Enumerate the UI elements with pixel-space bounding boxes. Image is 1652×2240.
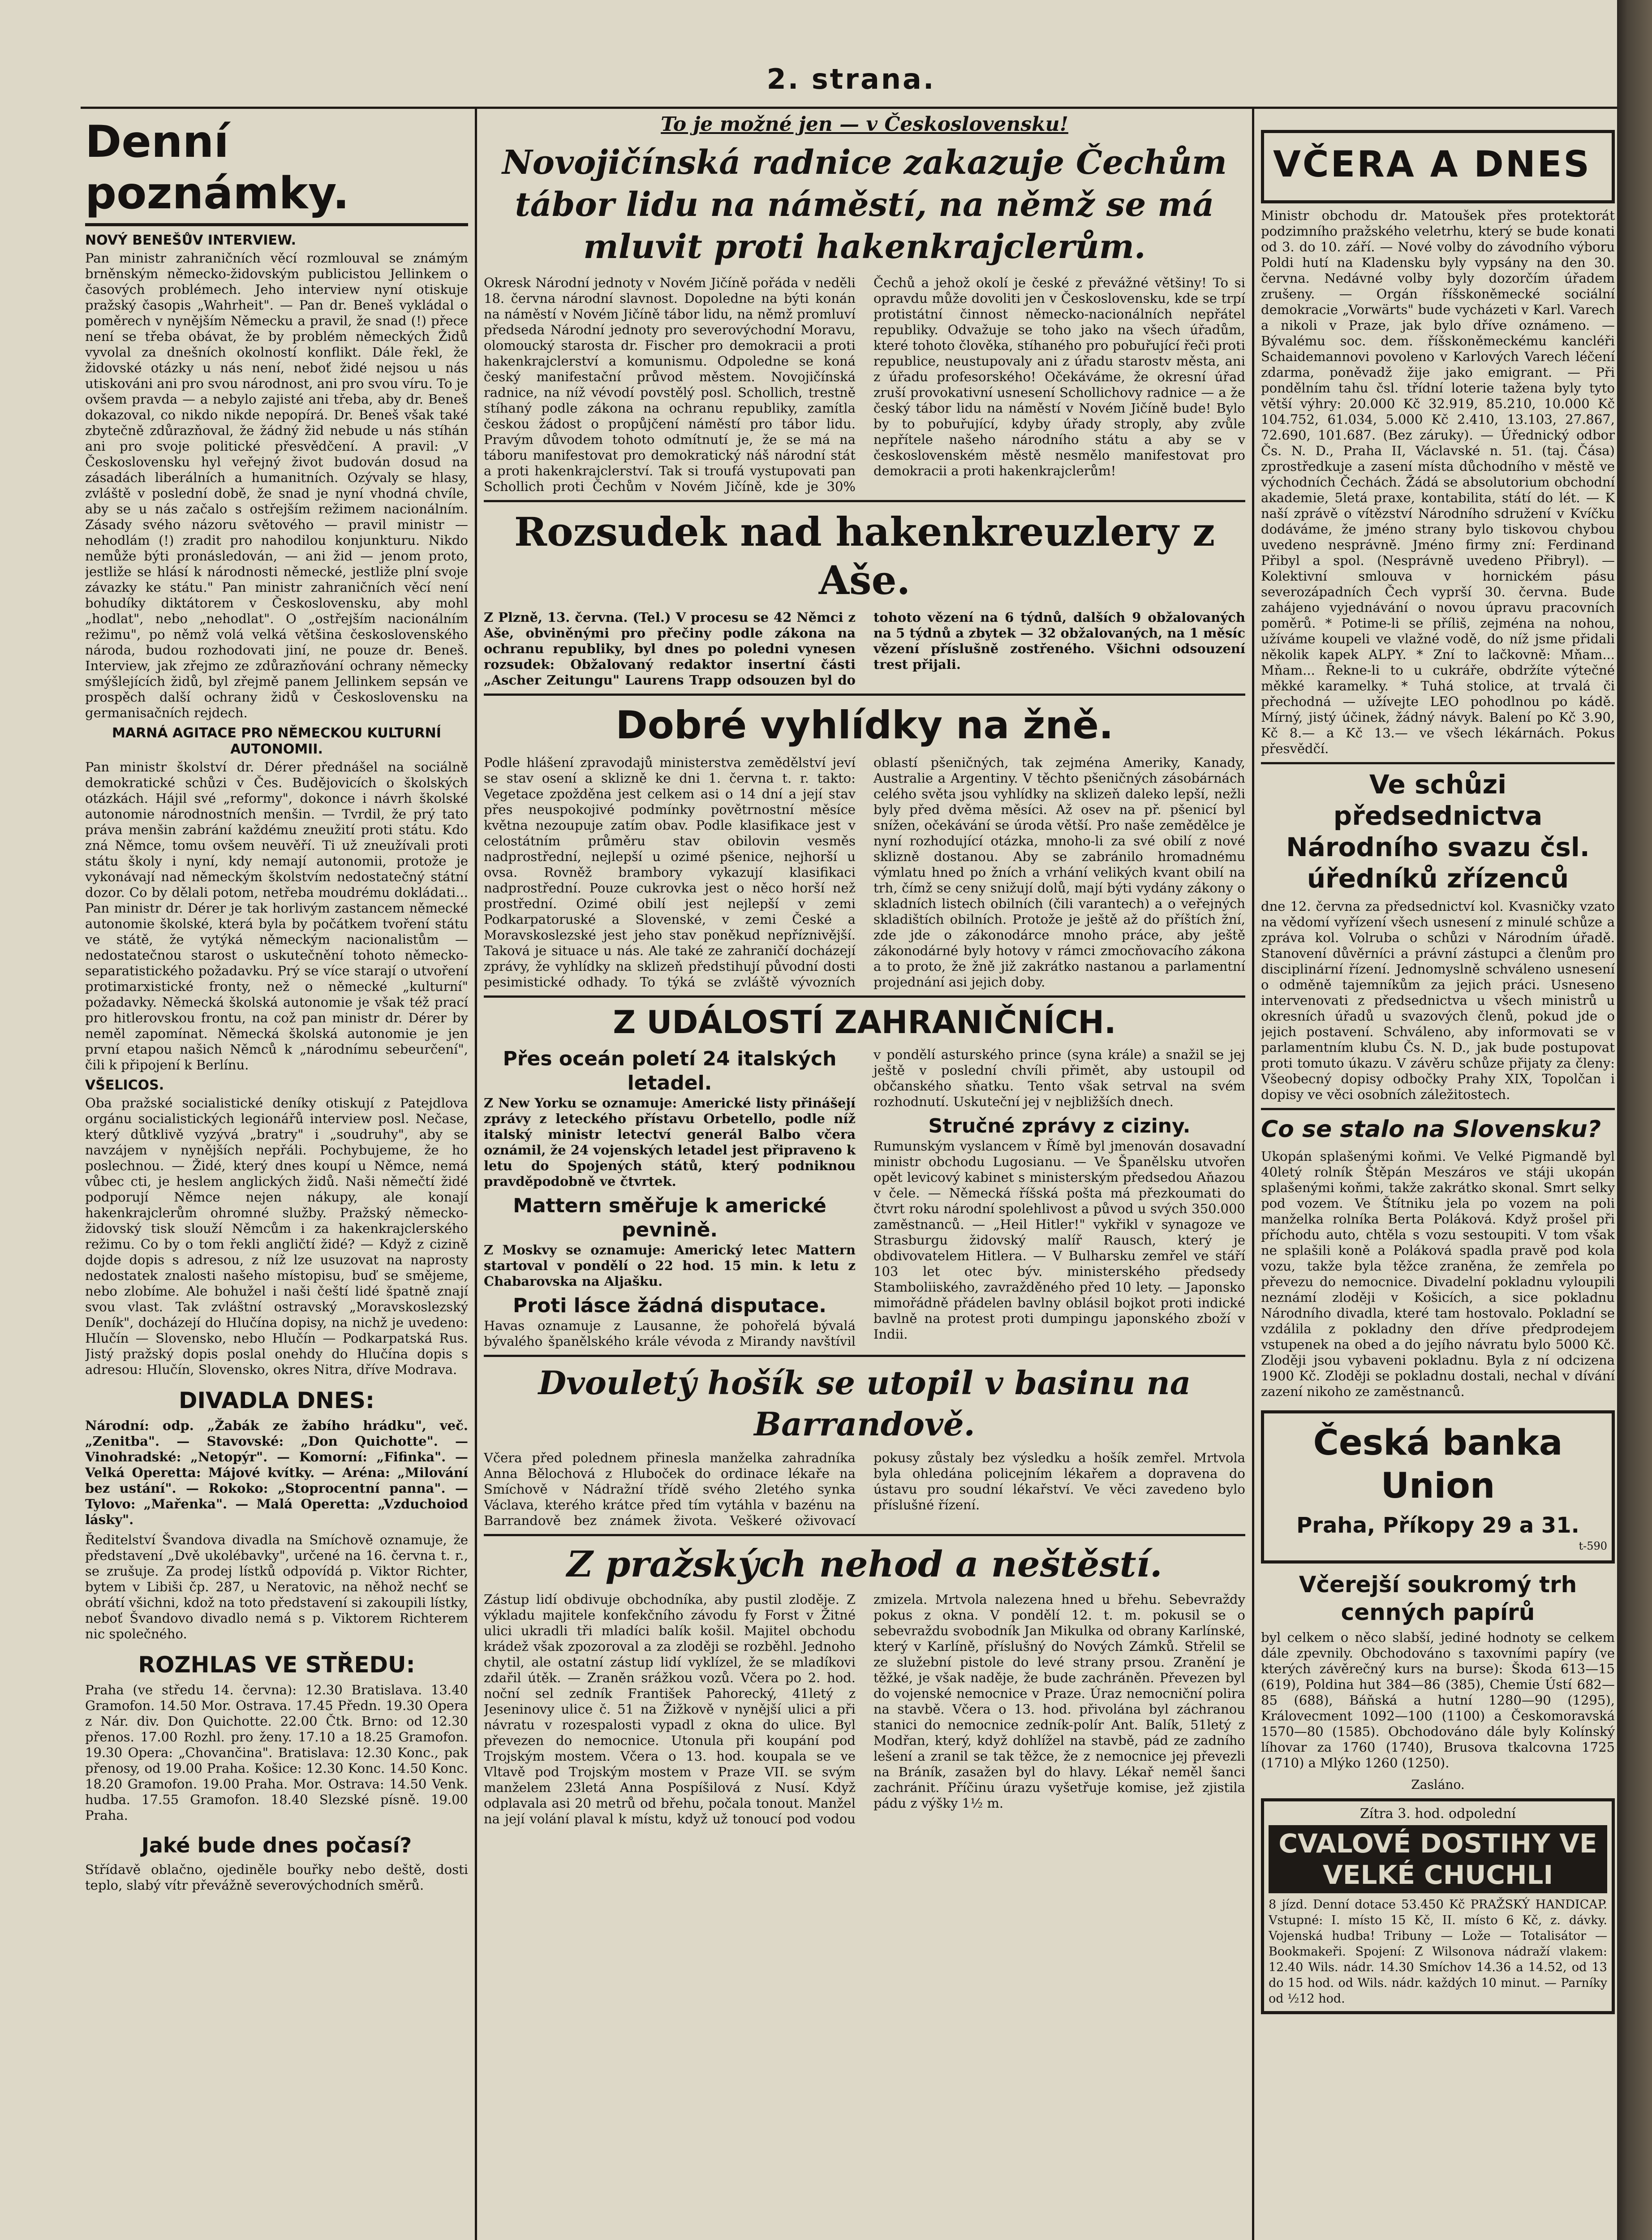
- headline-main: Novojičínská radnice zakazuje Čechům tábor lidu na náměstí, na němž se má mluvit proti hakenkrajclerům.: [502, 143, 1227, 266]
- subheadline: Mattern směřuje k americké pevnině.: [513, 1194, 826, 1241]
- headline-slovensko: Co se stalo na Slovensku?: [1261, 1116, 1601, 1143]
- subheadline: Stručné zprávy z ciziny.: [928, 1115, 1191, 1137]
- slovensko-text: Ukopán splašenými koňmi. Ve Velké Pigmandě byl 40letý rolník Štěpán Meszáros ve stáji ukopán splašenými koňmi, takže zakrátko skonal. Smrt selky pod vozem. Ve Štítniku jela po vozem na poli manželka rolníka Berta Poláková. Když prošel při příchodu auto, chtěla s vozu sestoupiti. V tom však ne splašili koně a Poláková spadla pravě pod kola vozu, takže byla těžce zraněna, že zemřela po převezu do nemocnice. Divadelní pokladnu vyloupili neznámí zloději v Košicích, a sice pokladnu Národního divadla, které tam hostovalo. Pokladní se vzdálila z pokladny den dříve předprodejem vstupenek na obed a do jejího návratu bylo 5000 Kč. Zloději jsou vybaveni pokladnu. Byla z ní odcizena 1900 Kč. Zloději se pokladnu dostali, nechal v dívání zazení nikoho ze zaměstnanců.: [1261, 1149, 1615, 1399]
- headline-zne: Dobré vyhlídky na žně.: [615, 703, 1114, 748]
- headline-schuze: Ve schůzi předsednictva Národního svazu čsl. úředníků zřízenců: [1286, 769, 1590, 894]
- headline-zahranicni: Z UDÁLOSTÍ ZAHRANIČNÍCH.: [613, 1004, 1116, 1041]
- vcera-a-dnes-title: VČERA A DNES: [1273, 143, 1592, 185]
- middle-column: [484, 112, 1245, 2240]
- article-text: Havas oznamuje z Lausanne, že pohořelá bývalá bývalého španělského krále vévoda z Mirandy navštívil v pondělí asturského prince (syna krále) a snažil se jej ještě v poslední chvíli přimět, aby ustoupil od občanského sňatku. Tento však setrval na svém rozhodnutí. Uskuteční jej v nejbližších dnech.: [484, 1047, 1245, 1349]
- vcera-text: Ministr obchodu dr. Matoušek přes protektorát podzimního pražského veletrhu, který se bude konati od 3. do 10. září. — Nové volby do závodního výboru Poldi hutí na Kladensku byly vypsány na den 30. června. Nedávné volby byly dozorčím úřadem zrušeny. — Orgán říšskoněmecké sociální demokracie „Vorwärts" bude vycházeti v Karl. Varech a nikoli v Praze, jak bylo dříve oznámeno. — Bývalému soc. dem. říšskoněmeckému kancléři Schaidemannovi povoleno v Karlových Varech léčení zdarma, poněvadž žije jako emigrant. — Při pondělním tahu čsl. třídní loterie tažena byly tyto větší výhry: 20.000 Kč 32.919, 85.210, 10.000 Kč 104.752, 61.034, 5.000 Kč 2.410, 13.103, 27.867, 72.690, 101.687. (Bez záruky). — Úřednický odbor Čs. N. D., Praha II, Václavské n. 51. (taj. Čása) zprostředkuje a zasení místa důchodního v městě ve východních Čechách. Žádá se absolutorium obchodní akademie, 5letá praxe, kontabilita, státí do lét. — K naší zprávě o vítězství Národního sdružení v Kvíčku dodáváme, že jméno strany bylo tiskovou chybou uvedeno nesprávně. Jméno firmy zní: Ferdinand Přibyl a spol. (Nesprávně uvedeno Přibryl). — Kolektivní smlouva v hornickém pásu severozápadních Čech vyprší 30. června. Bude zahájeno vyjednávání o novou úpravu pracovních poměrů. * Potime-li se příliš, zejména na nohou, užíváme koupeli ve vlažné vodě, do níž jsme přidali několik kapek ALPY. * Zní to lačkovně: Mňam... Mňam... Řekne-li to u cukráře, obdržíte výtečné měkké karamelky. * Tuhá stolice, at trvalá či přechodná — užívejte LEO pohodlnou po kádě. Mírný, jistý účinek, žádný návyk. Balení po Kč 3.90, Kč 8.— a Kč 13.— ve všech lékárnách. Pokus přesvědčí.: [1261, 208, 1615, 756]
- section-heading: NOVÝ BENEŠŮV INTERVIEW.: [85, 233, 297, 248]
- kicker: To je možné jen — v Československu!: [661, 113, 1068, 136]
- pocasi-text: Střídavě oblačno, ojediněle bouřky nebo deště, dosti teplo, slabý vítr převážně severovýchodních směrů.: [85, 1862, 468, 1893]
- rozhlas-heading: ROZHLAS VE STŘEDU:: [138, 1652, 415, 1678]
- article-text: Z Moskvy se oznamuje: Americký letec Mattern startoval v pondělí o 22 hod. 15 min. k letu z Chabarovska na Aljašku.: [484, 1242, 856, 1289]
- headline-nehody: Z pražských nehod a neštěstí.: [567, 1543, 1162, 1585]
- subheadline: Přes oceán poletí 24 italských letadel.: [503, 1047, 837, 1094]
- article-text: Rumunským vyslancem v Římě byl jmenován dosavadní ministr obchodu Lugosianu. — Ve Španělsku utvořen opět levicový kabinet s ministerským předsedou Aňazou v čele. — Německá říšská pošta má přezkoumati do čtvrt roku národní spolehlivost a původ u svých 350.000 zaměstnanců. — „Heil Hitler!" vykřikl v synagoze ve Strasburgu židovský malíř Rausch, který je obdivovatelem Hitlera. — V Bulharsku zemřel ve stáří 103 let otec býv. ministerského předsedy Stamboliiského, zavražděného před 10 lety. — Japonsko mimořádně přádelen bavlny oblásil bojkot proti indické bavlně na protest proti dumpingu japonského zboží v Indii.: [873, 1138, 1245, 1342]
- race-ad: [1261, 1798, 1615, 2014]
- divadla-note: Ředitelství Švandova divadla na Smíchově oznamuje, že představení „Dvě ukolébavky", určené na 16. června t. r., se zrušuje. Za prodej lístků odpovídá p. Viktor Richter, bytem v Libiši čp. 287, u Neratovic, na něhož nechť se obrátí všichni, kdož na toto představení si zakoupili lístky, neboť Švandovo divadlo nemá s p. Viktorem Richterem nic společného.: [85, 1532, 468, 1641]
- pocasi-heading: Jaké bude dnes počasí?: [141, 1833, 412, 1857]
- schuze-text: dne 12. června za předsednictví kol. Kvasničky vzato na vědomí vyřízení všech usnesení z minulé schůze a zpráva kol. Volruba o schůzi v Národním úřadě. Stanovení důvěrníci a právní zástupci a členům pro disciplinární řízení. Jednomyslně schváleno usnesení o odměně tajemníkům za jejich práci. Usneseno intervenovati z předsednictva u všech ministrů u okresních úřadů u svazových členů, pokud jde o jejich postavení. Schváleno, aby informovati se v parlamentním klubu Čs. N. D., jak bude postupovat proti tomuto úkazu. V závěru schůze přijaty za členy: Všeobecný dopisy odbočky Prahy XIX, Topolčan i dopisy ve věci osobních záležitostech.: [1261, 899, 1615, 1102]
- divadla-text: Národní: odp. „Žabák ze žabího hrádku", več. „Zenitba". — Stavovské: „Don Quichotte". — Vinohradské: „Netopýr". — Komorní: „Fifinka". — Velká Operetta: Májové kvítky. — Aréna: „Milování bez ustání". — Rokoko: „Stoprocentní panna". — Tylovo: „Mařenka". — Malá Operetta: „Vzduchoiod lásky".: [85, 1418, 468, 1527]
- article-text: Zástup lidí obdivuje obchodníka, aby pustil zloděje. Z výkladu majitele konfekčního závodu fy Forst v Žitné ulici ukradli tři mladíci balík košil. Majitel obchodu krádež však zpozoroval a za zloději se rozběhl. Jednoho chytil, ale ostatní zástup lidí vyklízel, že se mladíkovi zdařil útěk. — Zraněn srážkou vozů. Včera po 2. hod. noční sel zedník František Pahorecký, 41letý z Jeseninovy ulice č. 51 na Žižkově v nynější ulici a při návratu v rozespalosti vypadl z okna do ulice. Byl převezen do nemocnice. Utonula při koupání pod Trojským mostem. Včera o 13. hod. koupala se ve Vltavě pod Trojským mostem v Praze VII. se svým manželem 23letá Anna Pospíšilová z Nusí. Když odplavala asi 20 metrů od břehu, počala tonout. Manžel na její volání plaval k místu, když už tonoucí pod vodou zmizela. Mrtvola nalezena hned u břehu. Sebevraždy pokus z okna. V pondělí 12. t. m. pokusil se o sebevraždu svobodník Jan Mikulka od obrany Karlínské, který v Karlíně, příslušný do Nových Zámků. Střelil se ze služební pistole do levé strany prsou. Zranění je těžké, je však naděje, že bude zachráněn. Převezen byl do vojenské nemocnice v Praze. Úraz nemocniční polira na stavbě. Včera o 13. hod. přivolána byl záchranou stanici do nemocnice zedník-polír Ant. Balík, 51letý z Modřan, který, když dohlížel na stavbě, pád ze zadního lešení a zranil se tak těžce, že z nemocnice jej převezli na Bráník, zasažen byl do hlavy. Lékař neměl šanci zachránit. Příčinu úrazu vyšetřuje komise, jež zjistila pádu z výšky 1½ m.: [484, 1592, 1245, 1826]
- denni-poznamky-title: Denní poznámky.: [85, 116, 468, 226]
- article-text: Z New Yorku se oznamuje: Americké listy přinášejí zprávy z leteckého přístavu Orbetello, podle níž italský ministr letectví generál Balbo včera oznámil, že 24 vojenských letadel jest připraveno k letu do Spojených států, který podniknou pravděpodobně ve čtvrtek.: [484, 1095, 856, 1189]
- article-text: Včera před polednem přinesla manželka zahradníka Anna Bělochová z Hluboček do ordinace lékaře na Smíchově v Nádražní třídě svého 2letého synka Václava, kterého krátce před tím vytáhla v bazénu na Barrandově bez známek života. Veškeré oživovací pokusy zůstaly bez výsledku a hošík zemřel. Mrtvola byla ohledána policejním lékařem a dopravena do ústavu pro soudní lékařství. Ve věci zavedeno bylo příslušné řízení.: [484, 1450, 1245, 1528]
- race-title: CVALOVÉ DOSTIHY VE VELKÉ CHUCHLI: [1269, 1825, 1607, 1893]
- section-heading: VŠELICOS.: [85, 1077, 164, 1093]
- top-rule: [81, 107, 1617, 109]
- section-text: Oba pražské socialistické deníky otiskují z Patejdlova orgánu socialistických legionářů interview posl. Nečase, který důtklivě vyzývá „bratry" i „soudruhy", aby se navzájem v nynějších nepřáli. Pochybujeme, že ho poslechnou. — Židé, který dnes koupí u Němce, nemá vůbec cti, je heslem anglických židů. Naši němečtí židé podporují Němce nejen nákupy, ale konají hakenkrajclerům ohromné služby. Pražský německo-židovský tisk slouží Němcům i za hakenkrajclerského režimu. Co by o tom řekli angličtí židé? — Když z cizině dojde dopis s adresou, z níž lze usuzovat na naprosty nedostatek znalosti našeho místopisu, buď se smějeme, nebo zlobíme. Ale bohužel i naši čeští lidé špatně znají svou vlast. Tak zvláštní ostravský „Moravskoslezský Deník", docházejí do Hlučína dopisy, na nichž je uvedeno: Hlučín — Slovensko, nebo Hlučín — Podkarpatská Rus. Jistý pražský dopis poslal onehdy do Hlučína dopis s adresou: Hlučín, Slovensko, okres Nitra, dříve Modrava.: [85, 1095, 468, 1377]
- headline-trh: Včerejší soukromý trh cenných papírů: [1299, 1572, 1577, 1625]
- bank-ad: [1261, 1410, 1615, 1564]
- headline-hosik: Dvouletý hošík se utopil v basinu na Barrandově.: [538, 1364, 1191, 1443]
- race-text: 8 jízd. Denní dotace 53.450 Kč PRAŽSKÝ HANDICAP. Vstupné: I. místo 15 Kč, II. místo 6 Kč, z. dávky. Vojenská hudba! Tribuny — Lože — Totalisátor — Bookmakeři. Spojení: Z Wilsonova nádraží vlakem: 12.40 Wils. nádr. 14.30 Smíchov 14.36 a 14.52, od 13 do 15 hod. od Wils. nádr. každých 10 minut. — Parníky od ½12 hod.: [1269, 1898, 1607, 2006]
- divadla-heading: DIVADLA DNES:: [178, 1387, 375, 1413]
- bank-code: t-590: [1579, 1540, 1607, 1552]
- section-heading: MARNÁ AGITACE PRO NĚMECKOU KULTURNÍ AUTONOMII.: [112, 725, 441, 757]
- vcera-a-dnes-box: [1261, 130, 1615, 203]
- rozhlas-text: Praha (ve středu 14. června): 12.30 Bratislava. 13.40 Gramofon. 14.50 Mor. Ostrava. 17.45 Předn. 19.30 Opera z Nár. div. Don Quichotte. 22.00 Čtk. Brno: od 12.30 přenos. 17.00 Rozhl. pro ženy. 17.10 a 18.25 Gramofon. 19.30 Opera: „Chovančina". Bratislava: 12.30 Konc., pak přenosy, od 19.00 Praha. Košice: 12.30 Konc. 14.50 Konc. 18.20 Gramofon. 19.00 Praha. Mor. Ostrava: 14.50 Venk. hudba. 17.55 Gramofon. 18.40 Slezské písně. 19.00 Praha.: [85, 1682, 468, 1823]
- column-divider-left: [475, 107, 477, 2240]
- right-column: [1261, 112, 1615, 2240]
- bank-name: Česká banka Union: [1313, 1423, 1563, 1506]
- subheadline: Proti lásce žádná disputace.: [513, 1294, 826, 1317]
- column-divider-right: [1252, 107, 1254, 2240]
- page-number: 2. strana.: [766, 63, 936, 95]
- article-text: Okresk Národní jednoty v Novém Jičíně pořáda v neděli 18. června národní slavnost. Dopoledne na býti konán na náměstí v Novém Jičíně tábor lidu, na němž promluví předseda Národní jednoty pro severovýchodní Moravu, olomoucký starosta dr. Fischer pro demokracii a proti hakenkrajclerství a komunismu. Odpoledne se koná český manifestační průvod městem. Novojičínská radnice, na níž vévodí povstělý posl. Schollich, trestně stíhaný podle zákona na ochranu republiky, zamítla českou žádost o propůjčení náměstí pro tábor lidu. Pravým důvodem tohoto odmítnutí je, že se má na táboru manifestovat pro demokratický náš národní stát a proti hakenkrajclerství. Tak si troufá vystupovati pan Schollich proti Čechům v Novém Jičíně, kde je 30% Čechů a jehož okolí je české z převážné většiny! To si opravdu může dovoliti jen v Československu, kde se trpí protistátní činnost německo-nacionálních nepřátel republiky. Odvažuje se toho jako na všech úřadům, které tohoto člověka, stíhaného pro pobuřující řeči proti republice, neustupovaly ani z úřadu starostv města, ani z úřadu profesorského! Očekáváme, že okresní úřad zruší provokativní usnesení Schollichovy radnice — a že český tábor lidu na náměstí v Novém Jičíně bude! Bylo by to pobuřující, kdyby úřady stroply, aby zvůle nepřítele našeho národního státu a aby se v československém městě nesmělo manifestovat pro demokracii a proti hakenkrajclerům!: [484, 275, 1245, 494]
- section-text: Pan ministr zahraničních věcí rozmlouval se známým brněnským německo-židovským publicistou Jellinkem o časových problémech. Jeho interview nyní otiskuje pražský časopis „Wahrheit". — Pan dr. Beneš vykládal o poměrech v nynějším Německu a pravil, že snad (!) přece není se třeba obávat, že by problém německých Židů vyvolal za dnešních okolností konflikt. Dále řekl, že židovské otázky u nás není, neboť židé nejsou u nás utiskováni ani pro svou národnost, ani pro svou víru. To je ovšem pravda — a nebylo zajisté ani třeba, aby dr. Beneš dokazoval, co nikdo nikde nepopírá. Dr. Beneš však také zbytečně zdůrazňoval, že žádný žid nebude u nás stíhán ani pro svoje politické přesvědčení. A pravil: „V Československu hyl veřejný život budován dosud na zásadách liberálních a humanitních. Ozývaly se hlasy, zvláště v poslední době, že snad je nyní vhodná chvíle, aby se u nás začalo s ostřejším režimem nacionálním. Zásady svého názoru světového — pravil ministr — nehodlám (!) zradit pro nahodilou konjunkturu. Nikdo nemůže býti pronásledován, — ani žid — jenom proto, jestliže se hlásí k národnosti německé, jestliže plní svoje závazky ke státu." Pan ministr zahraničních věcí není bohudíky diktátorem v Československu, aby mohl „hodlat", nebo „nehodlat". O „ostřejším nacionálním režimu", po němž volá velká většina československého národa, budou rozhodovati jiní, ne pouze dr. Beneš. Interview, jak zřejmo ze zdůrazňování ochrany německy smýšlejících židů, byl zřejmě panem Jellinkem sepsán ve prospěch další ochrany židů v Československu na germanisačních rejdech.: [85, 250, 468, 720]
- zaslano-label: Zasláno.: [1411, 1777, 1465, 1792]
- left-column: [85, 112, 468, 2240]
- bank-address: Praha, Příkopy 29 a 31.: [1296, 1513, 1579, 1538]
- article-text: Podle hlášení zpravodajů ministerstva zemědělství jeví se stav osení a sklizně ke dni 1. června t. r. takto: Vegetace zpožděna jest celkem asi o 14 dní a její stav přes neuspokojivé podmínky povětrnostní měsíce května nezoupuje zatím obav. Podle klasifikace jest v celostátním průměru stav obilovin vesměs nadprostřední, nejlepší u ozimé pšenice, nejhorší u ovsa. Rovněž brambory vykazují klasifikaci nadprostřední. Pouze cukrovka jest o něco horší než prostřední. Ozimé obilí jest nejlepší v zemi Podkarpatoruské a Slovenské, v zemi České a Moravskoslezské jest jeho stav poněkud nepříznivější. Taková je situace u nás. Ale také ze zahraničí docházejí zprávy, že vyhlídky na sklizeň předstihují původní dosti pesimistické odhady. To týká se zvláště vývozních oblastí pšeničných, tak zejména Ameriky, Kanady, Australie a Argentiny. V těchto pšeničných zásobárnách celého světa jsou vyhlídky na sklizeň daleko lepší, nežli byly před dvěma měsíci. Až osev na př. pšenicí byl snížen, očekávání se úroda větší. Pro naše zemědělce je nyní rozhodující otázka, mnoho-li za své obilí z nové sklizně dostanou. Aby se zabránilo hromadnému výmlatu hned po žních a vrhání velikých kvant obilí na trh, čímž se ceny snižují dolů, mají býti vydány zákony o skladních listech obilních (čili varantech) a o veřejných skladištích obilních. Protože je ještě až do příštích žní, zde jde o zákonodárce mnoho práce, aby ještě zákonodárné byly hotovy v rámci zmocňovacího zákona a to proto, že žně již zakrátko nastanou a parlamentní projednání asi jejich doby.: [484, 755, 1245, 990]
- binding-edge-shadow: [1617, 0, 1652, 2240]
- headline-rozsudek: Rozsudek nad hakenkreuzlery z Aše.: [514, 508, 1215, 603]
- race-date: Zítra 3. hod. odpolední: [1359, 1806, 1516, 1822]
- section-text: Pan ministr školství dr. Dérer přednášel na sociálně demokratické schůzi v Čes. Budějovicích o školských otázkách. Hájil své „reformy", dokonce i návrh školské autonomie národnostních menšin. — Tvrdil, že prý tato práva menšin zabrání každému zneužití proti státu. Kdo zná Němce, tomu ovšem neuvěří. Ti už zneužívali proti státu školy i nyní, kdy nemají autonomii, protože je vykonávají nad německým školstvím nedostatečný státní dozor. Co by dělali potom, netřeba moudrému dokládati... Pan ministr dr. Dérer je tak horlivým zastancem německé autonomie školské, která byla by počátkem tvoření státu ve státě, že vytýká německým nacionalistům — nedostatečnou starost o uskutečnění tohoto německo-separatistického požadavku. Prý se více starají o utvoření protimarxistické fronty, než o německé „kulturní" požadavky. Německá školská autonomie je však též prací pro hitlerovskou frontu, na což pan ministr dr. Dérer by neměl zapomínat. Německá školská autonomie je jen první etapou našich Němců k „národnímu sebeurčení", čili k připojení k Berlínu.: [85, 759, 468, 1073]
- foreign-news: [484, 1047, 1245, 1349]
- trh-text: byl celkem o něco slabší, jediné hodnoty se celkem dále zpevnily. Obchodováno s taxovními papíry (ve kterých závěrečný kurs na burse): Škoda 613—15 (619), Poldina hut 384—86 (385), Chemie Ústí 682—85 (688), Báňská a hutní 1280—90 (1295), Královecment 1092—100 (1100) a Českomoravská 1570—80 (1585). Obchodováno dále byly Kolínský líhovar za 1760 (1740), Brusova tkalcovna 1725 (1710) a Mlýko 1260 (1250).: [1261, 1630, 1615, 1770]
- article-text: Z Plzně, 13. června. (Tel.) V procesu se 42 Němci z Aše, obviněnými pro přečiny podle zákona na ochranu republiky, byl dnes po poledni vynesen rozsudek: Obžalovaný redaktor insertní části „Ascher Zeitungu" Laurens Trapp odsouzen byl do tohoto vězení na 6 týdnů, dalších 9 obžalovaných na 5 týdnů a zbytek — 32 obžalovaných, na 1 měsíc vězení příslušně zostřeného. Všichni odsouzení trest přijali.: [484, 610, 1245, 688]
